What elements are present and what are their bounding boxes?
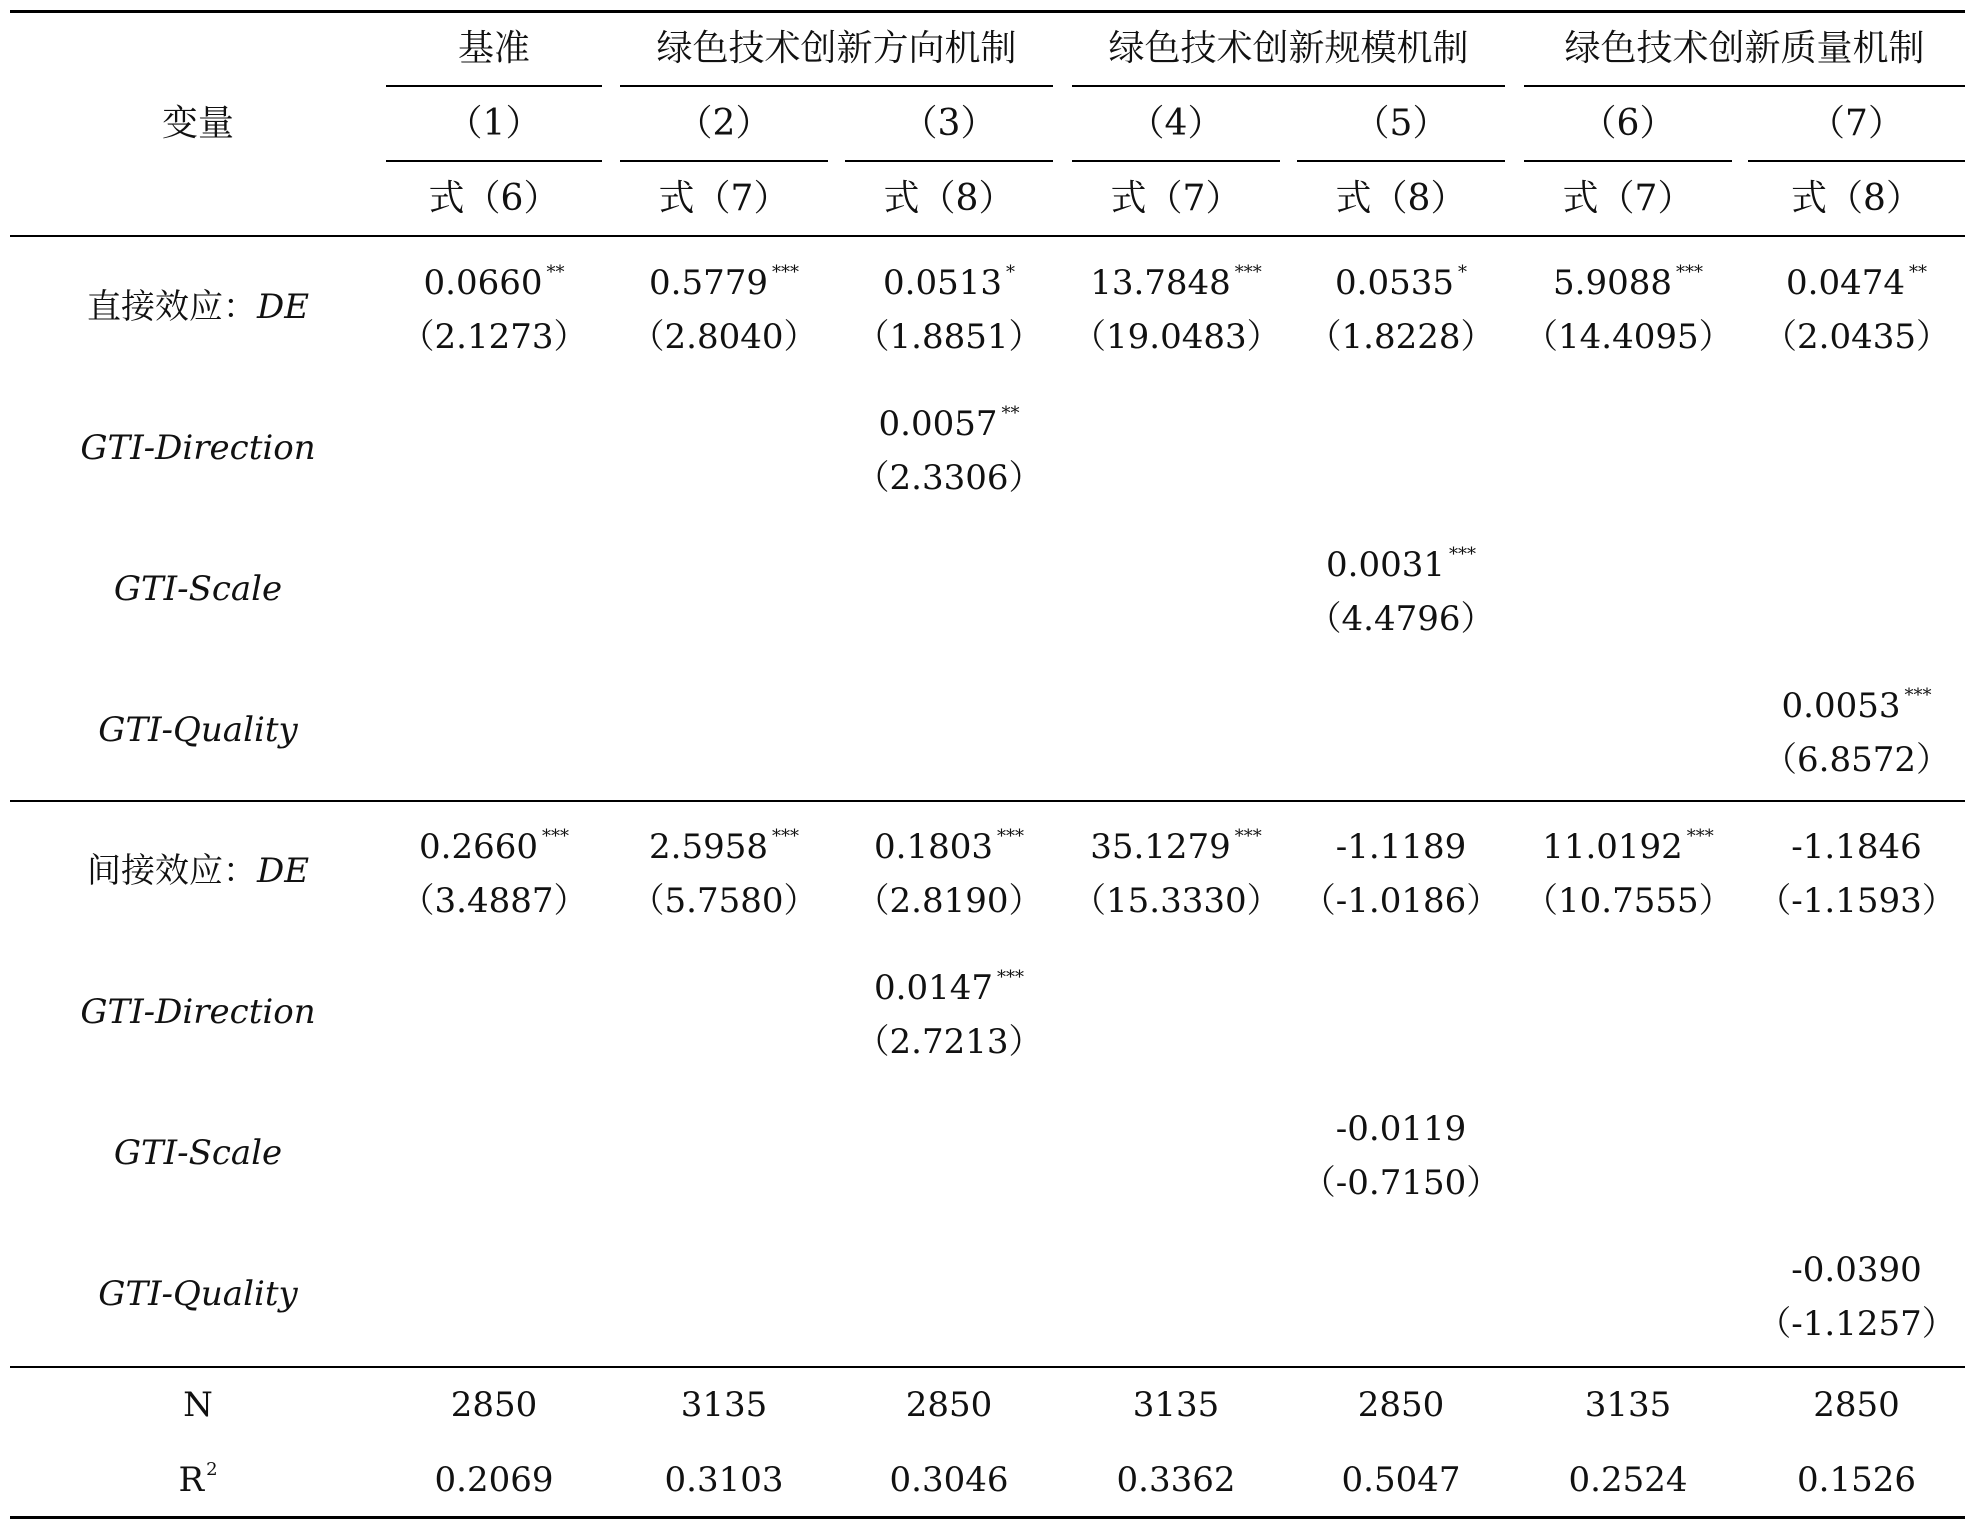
section-label bbox=[10, 287, 386, 327]
section-prefix: 直接效应： bbox=[86, 287, 257, 327]
coefficient bbox=[1072, 262, 1280, 303]
r2-value: 0.3103 bbox=[664, 1460, 784, 1500]
coefficient-value: -1.1846 bbox=[1791, 827, 1922, 867]
coefficient-value: 0.2660 bbox=[419, 827, 538, 867]
significance-stars: * bbox=[1457, 262, 1467, 283]
coefficient bbox=[1297, 1109, 1505, 1149]
equation-label: 式（7） bbox=[1562, 178, 1694, 219]
r2-value: 0.5047 bbox=[1341, 1460, 1461, 1500]
r2-value: 0.3362 bbox=[1116, 1460, 1236, 1500]
bottom-rule bbox=[10, 1516, 1965, 1519]
significance-stars: ** bbox=[1908, 262, 1927, 283]
coefficient bbox=[620, 826, 828, 867]
t-statistic: （-1.1593） bbox=[1757, 881, 1956, 921]
n-value: 2850 bbox=[1357, 1385, 1445, 1425]
n-value: 2850 bbox=[1813, 1385, 1900, 1425]
group-underline bbox=[1072, 85, 1505, 87]
coefficient bbox=[1072, 826, 1280, 867]
coefficient-value: 0.0053 bbox=[1781, 686, 1901, 726]
group-header-scale: 绿色技术创新规模机制 bbox=[1108, 28, 1469, 69]
coefficient bbox=[845, 967, 1053, 1008]
section-de: DE bbox=[256, 851, 310, 891]
section-prefix: 间接效应： bbox=[86, 851, 257, 891]
coefficient-value: 5.9088 bbox=[1553, 263, 1672, 303]
top-rule bbox=[10, 10, 1965, 13]
coefficient bbox=[1748, 685, 1965, 726]
significance-stars: *** bbox=[996, 826, 1024, 847]
column-number: （6） bbox=[1580, 103, 1676, 144]
t-statistic: （-0.7150） bbox=[1301, 1163, 1501, 1203]
coefficient bbox=[845, 262, 1053, 303]
t-statistic: （5.7580） bbox=[630, 881, 818, 921]
significance-stars: *** bbox=[1234, 826, 1262, 847]
coefficient bbox=[1748, 827, 1965, 867]
variable-label: GTI-Direction bbox=[80, 992, 316, 1032]
r2-value: 0.3046 bbox=[889, 1460, 1009, 1500]
t-statistic: （2.0435） bbox=[1763, 317, 1950, 357]
stats-divider-rule bbox=[10, 1366, 1965, 1368]
coefficient-value: 0.0474 bbox=[1786, 263, 1905, 303]
n-value: 3135 bbox=[1584, 1385, 1672, 1425]
coefficient bbox=[1748, 1250, 1965, 1290]
significance-stars: *** bbox=[771, 262, 799, 283]
r2-value: 0.1526 bbox=[1797, 1460, 1916, 1500]
significance-stars: *** bbox=[1448, 544, 1476, 565]
r2-value: 0.2069 bbox=[434, 1460, 554, 1500]
variable-label: GTI-Direction bbox=[80, 428, 316, 468]
significance-stars: ** bbox=[546, 262, 565, 283]
group-underline bbox=[1524, 85, 1965, 87]
variable-label: GTI-Quality bbox=[98, 710, 298, 750]
t-statistic: （1.8228） bbox=[1307, 317, 1495, 357]
t-statistic: （19.0483） bbox=[1072, 317, 1281, 357]
significance-stars: *** bbox=[1675, 262, 1703, 283]
column-underline bbox=[845, 160, 1053, 162]
significance-stars: *** bbox=[996, 967, 1024, 988]
t-statistic: （4.4796） bbox=[1307, 599, 1495, 639]
column-underline bbox=[1072, 160, 1280, 162]
significance-stars: *** bbox=[541, 826, 569, 847]
t-statistic: （2.1273） bbox=[400, 317, 588, 357]
t-statistic: （-1.0186） bbox=[1301, 881, 1501, 921]
equation-label: 式（7） bbox=[1110, 178, 1242, 219]
column-underline bbox=[386, 160, 602, 162]
coefficient bbox=[845, 403, 1053, 444]
column-underline bbox=[620, 160, 828, 162]
t-statistic: （3.4887） bbox=[400, 881, 588, 921]
significance-stars: *** bbox=[1904, 685, 1932, 706]
t-statistic: （1.8851） bbox=[855, 317, 1043, 357]
equation-label: 式（6） bbox=[428, 178, 560, 219]
significance-stars: *** bbox=[1686, 826, 1714, 847]
variable-label: GTI-Scale bbox=[113, 1133, 283, 1173]
t-statistic: （2.3306） bbox=[855, 458, 1043, 498]
coefficient bbox=[620, 262, 828, 303]
column-number: （5） bbox=[1353, 103, 1449, 144]
coefficient-value: 0.0660 bbox=[423, 263, 543, 303]
coefficient-value: 2.5958 bbox=[649, 827, 768, 867]
n-value: 2850 bbox=[905, 1385, 993, 1425]
coefficient-value: 13.7848 bbox=[1090, 263, 1231, 303]
group-header-baseline: 基准 bbox=[457, 28, 530, 69]
group-underline bbox=[620, 85, 1053, 87]
t-statistic: （2.8190） bbox=[855, 881, 1043, 921]
section-de: DE bbox=[256, 287, 310, 327]
coefficient bbox=[1297, 262, 1505, 303]
column-underline bbox=[1748, 160, 1965, 162]
significance-stars: *** bbox=[1234, 262, 1262, 283]
variable-label: GTI-Quality bbox=[98, 1274, 298, 1314]
variable-header: 变量 bbox=[161, 103, 234, 144]
coefficient-value: -0.0390 bbox=[1791, 1250, 1922, 1290]
t-statistic: （10.7555） bbox=[1524, 881, 1733, 921]
group-header-quality: 绿色技术创新质量机制 bbox=[1564, 28, 1925, 69]
equation-label: 式（8） bbox=[1791, 178, 1922, 219]
t-statistic: （-1.1257） bbox=[1757, 1304, 1956, 1344]
coefficient-value: 0.0147 bbox=[874, 968, 993, 1008]
coefficient bbox=[1297, 827, 1505, 867]
n-label: N bbox=[183, 1385, 213, 1425]
r2-label-superscript: 2 bbox=[206, 1459, 218, 1480]
significance-stars: *** bbox=[771, 826, 799, 847]
t-statistic: （14.4095） bbox=[1524, 317, 1733, 357]
n-value: 3135 bbox=[1132, 1385, 1220, 1425]
significance-stars: ** bbox=[1001, 403, 1020, 424]
coefficient bbox=[845, 826, 1053, 867]
column-number: （4） bbox=[1128, 103, 1224, 144]
coefficient bbox=[386, 262, 602, 303]
column-number: （1） bbox=[446, 103, 542, 144]
coefficient bbox=[1524, 262, 1732, 303]
significance-stars: * bbox=[1005, 262, 1015, 283]
equation-label: 式（8） bbox=[1335, 178, 1467, 219]
group-header-direction: 绿色技术创新方向机制 bbox=[656, 28, 1017, 69]
t-statistic: （15.3330） bbox=[1072, 881, 1281, 921]
column-number: （3） bbox=[901, 103, 997, 144]
coefficient-value: 35.1279 bbox=[1090, 827, 1231, 867]
coefficient-value: 0.0057 bbox=[878, 404, 998, 444]
column-number: （7） bbox=[1809, 103, 1904, 144]
variable-label: GTI-Scale bbox=[113, 569, 283, 609]
column-number: （2） bbox=[676, 103, 772, 144]
coefficient-value: -0.0119 bbox=[1335, 1109, 1467, 1149]
column-underline bbox=[1297, 160, 1505, 162]
coefficient-value: 0.5779 bbox=[649, 263, 768, 303]
n-value: 3135 bbox=[680, 1385, 768, 1425]
t-statistic: （2.8040） bbox=[630, 317, 818, 357]
coefficient-value: -1.1189 bbox=[1335, 827, 1467, 867]
section-label bbox=[10, 851, 386, 891]
coefficient-value: 0.1803 bbox=[874, 827, 993, 867]
r2-label bbox=[10, 1459, 386, 1500]
r2-label-base: R bbox=[178, 1460, 205, 1500]
column-underline bbox=[1524, 160, 1732, 162]
coefficient-value: 0.0031 bbox=[1326, 545, 1445, 585]
coefficient bbox=[1748, 262, 1965, 303]
equation-label: 式（8） bbox=[883, 178, 1015, 219]
coefficient-value: 11.0192 bbox=[1542, 827, 1683, 867]
section-divider-rule bbox=[10, 800, 1965, 802]
n-value: 2850 bbox=[450, 1385, 538, 1425]
r2-value: 0.2524 bbox=[1568, 1460, 1688, 1500]
coefficient-value: 0.0535 bbox=[1335, 263, 1454, 303]
group-underline bbox=[386, 85, 602, 87]
header-bottom-rule bbox=[10, 235, 1965, 237]
coefficient bbox=[1524, 826, 1732, 867]
t-statistic: （2.7213） bbox=[855, 1022, 1043, 1062]
coefficient-value: 0.0513 bbox=[883, 263, 1002, 303]
coefficient bbox=[1297, 544, 1505, 585]
coefficient bbox=[386, 826, 602, 867]
equation-label: 式（7） bbox=[658, 178, 790, 219]
t-statistic: （6.8572） bbox=[1763, 740, 1950, 780]
